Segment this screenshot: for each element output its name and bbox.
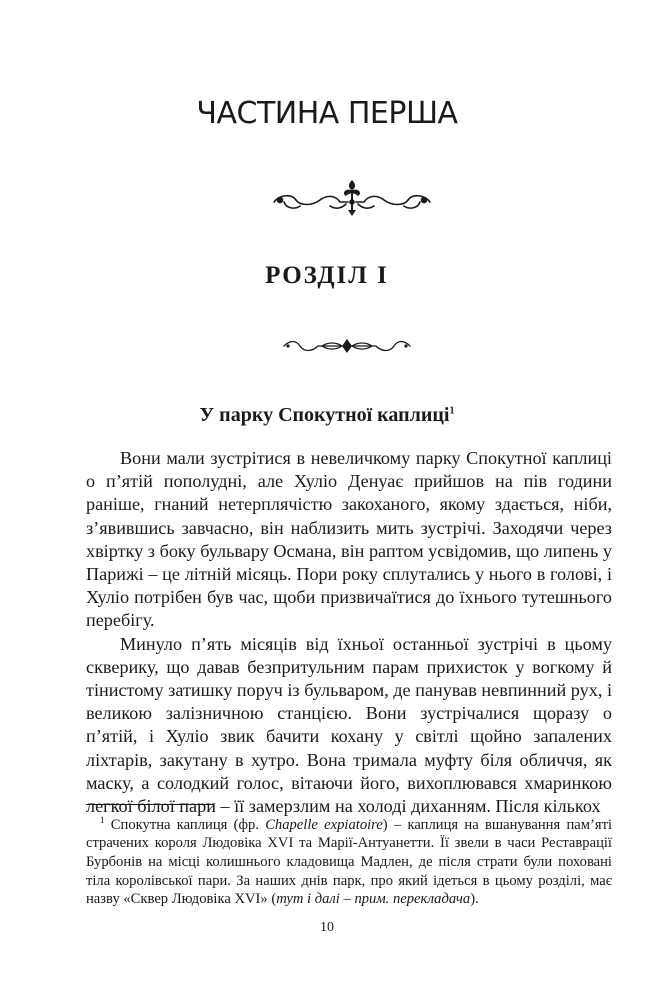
part-title: ЧАСТИНА ПЕРША (196, 96, 458, 131)
paragraph: Минуло п’ять місяців від їхньої останньої зустрічі в цьому скверику, що давав безпритульним парам прихисток у вогкому й тінистому затишку поруч із бульваром, де панував невпинний рух, і великою залізничною станцією. Вони зустрічалися щоразу о п’ятій, і Хуліо звик бачити кохану у світлі щойно запалених ліхтарів, закутану в хутро. Вона тримала муфту біля обличчя, як маску, а солодкий голос, вітаючи його, вихоплювався хмаринкою легкої білої пари – її замерзлим на холоді диханням. Після кількох (86, 633, 612, 817)
translator-note: тут і далі – прим. перекладача (276, 891, 471, 908)
footnote-reference[interactable]: 1 (449, 405, 455, 417)
paragraph: Вони мали зустрітися в невеличкому парку Спокутної каплиці о п’ятій пополудні, але Хуліо Денуає прийшов на пів години раніше, гнаний нетерплячістю закоханого, якому здається, ніби, з’явившись завчасно, він наблизить мить зустрічі. Заходячи через хвіртку з боку бульвару Османа, він раптом усвідомив, що липень у Парижі – це літній місяць. Пори року сплутались у нього в голові, і Хуліо потрібен був час, щоби призвичаїтися до їхнього тутешнього перебігу. (86, 448, 612, 631)
body-text (86, 447, 612, 818)
section-title-text: У парку Спокутної каплиці (199, 404, 450, 426)
footnote-text: ) – каплиця на вшанування пам’яті страчених короля Людовіка XVI та Марії-Антуанетти. Її звели в часи Реставрації Бурбонів на місці колишнього кладовища Мадлен, де після страти були поховані тіла королівської пари. За наших днів парк, про який ідеться в цьому розділі, має назву «Сквер Людовіка XVI» ( (86, 816, 612, 908)
footnote-term: Chapelle expiatoire (265, 816, 383, 833)
flourish-divider-icon (282, 336, 412, 356)
footnote-text: Спокутна каплиця (фр. (110, 816, 266, 833)
section-title (0, 404, 654, 427)
footnote-marker: 1 (100, 815, 105, 825)
page-number: 10 (320, 920, 334, 935)
footnote-divider (86, 804, 214, 805)
footnote-text: ). (470, 891, 479, 908)
chapter-title: РОЗДІЛ І (265, 262, 389, 289)
fleuron-divider-icon (270, 176, 434, 220)
footnote (86, 811, 612, 909)
